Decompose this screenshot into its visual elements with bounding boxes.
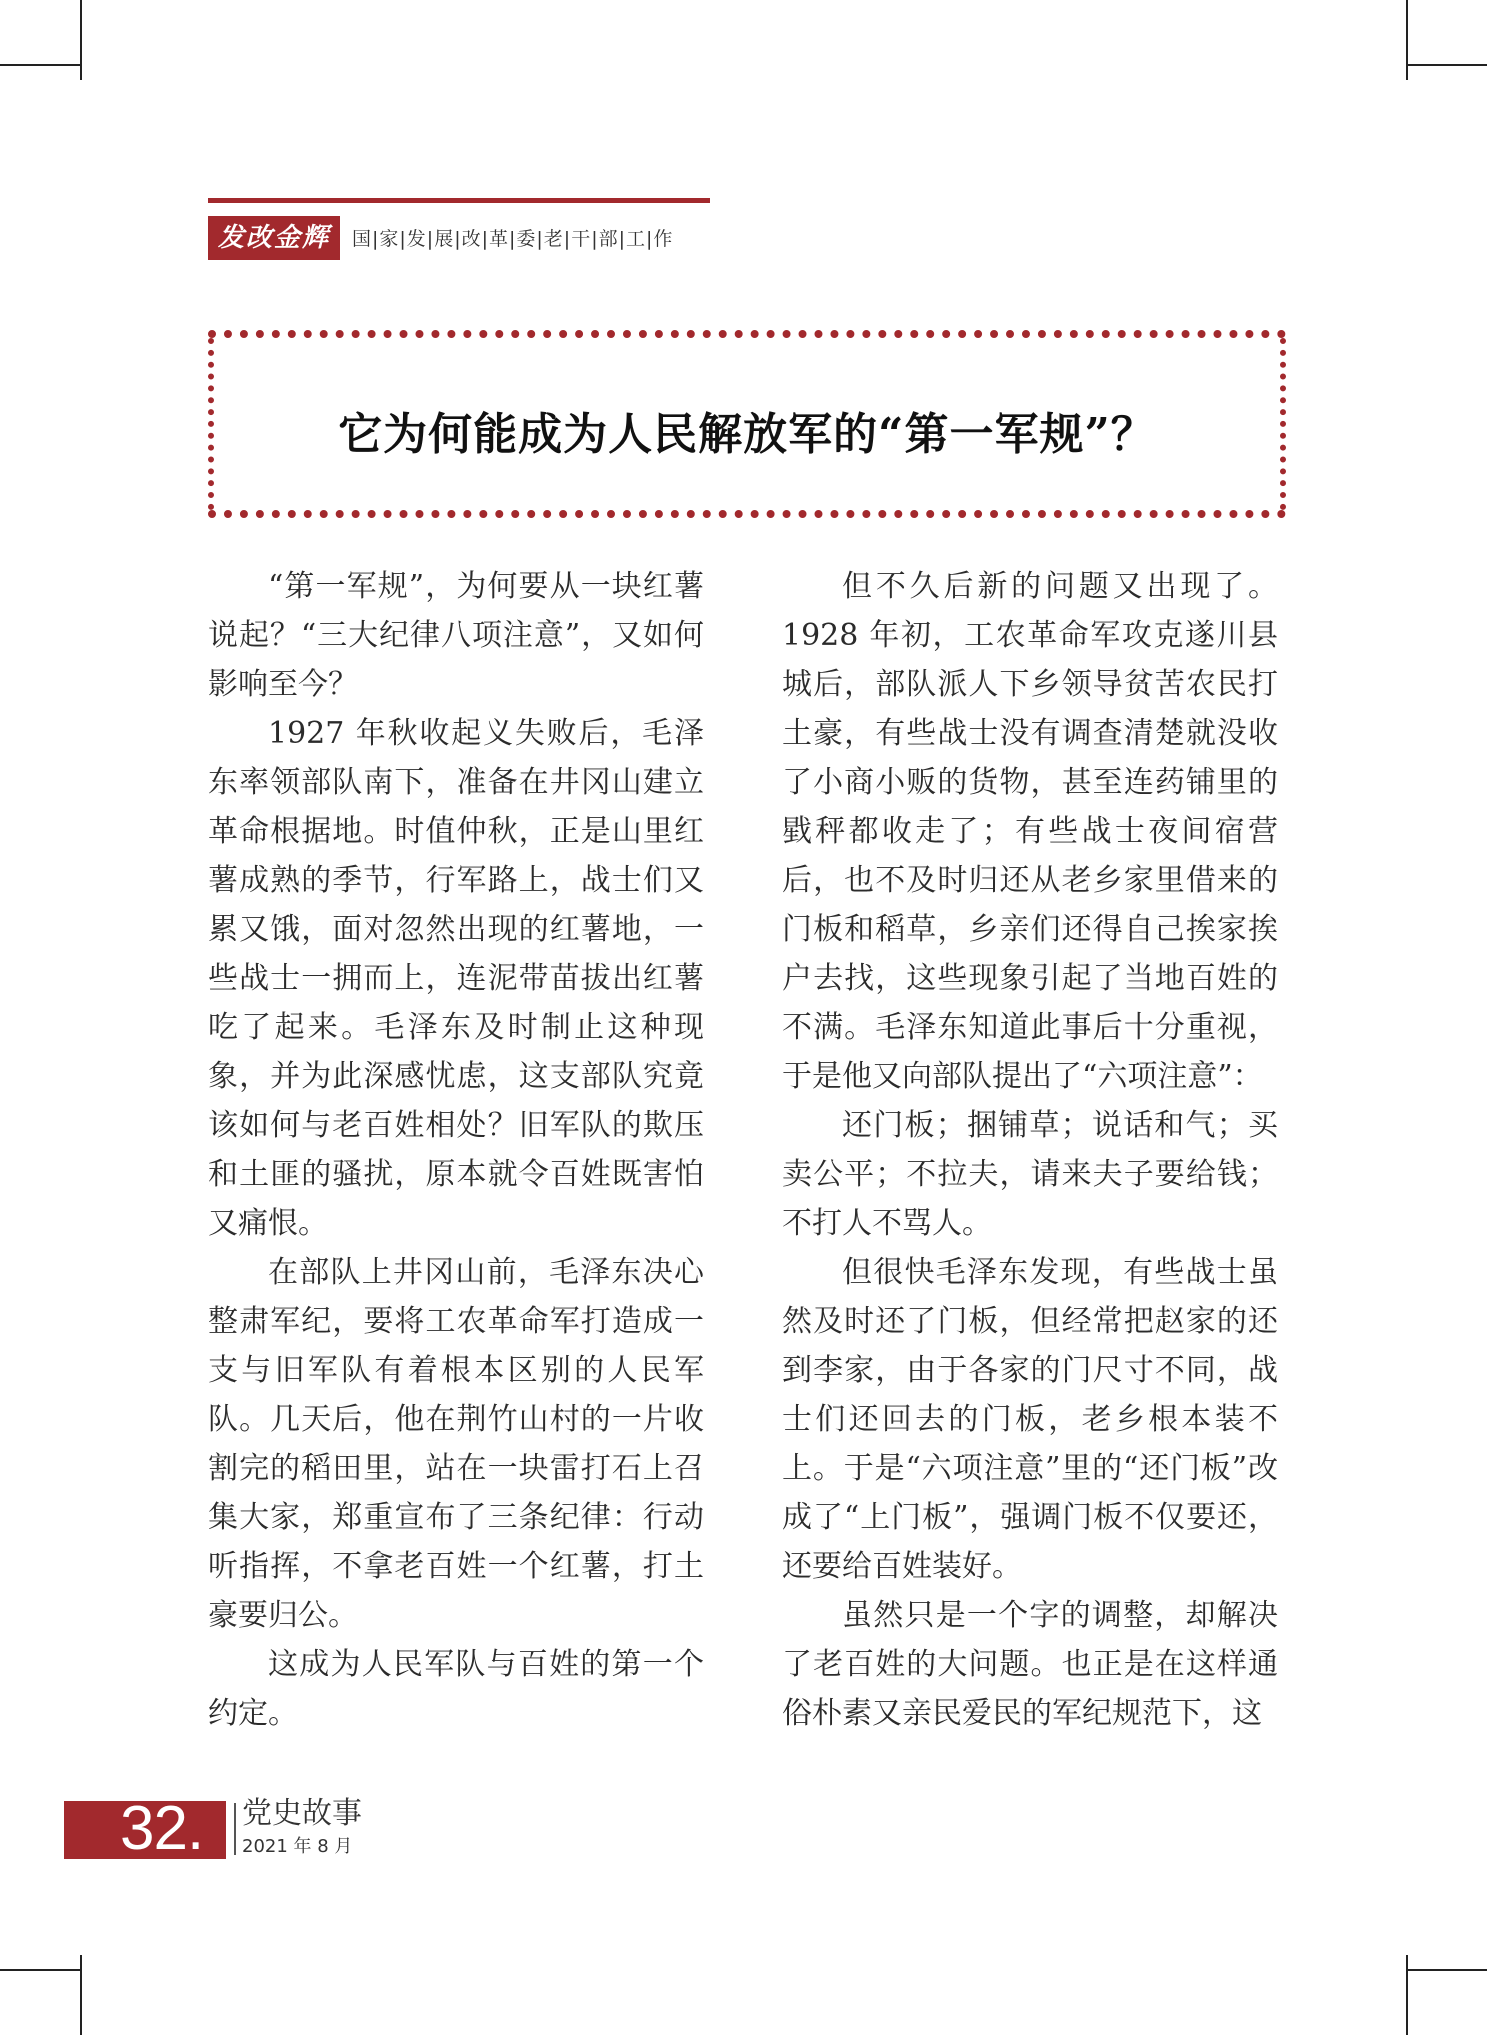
issue-date: 2021 年 8 月 — [242, 1836, 353, 1857]
crop-mark-top-left-v — [80, 0, 82, 80]
paragraph: 在部队上井冈山前，毛泽东决心整肃军纪，要将工农革命军打造成一支与旧军队有着根本区别的人民军队。几天后，他在荆竹山村的一片收割完的稻田里，站在一块雷打石上召集大家，郑重宣布了三条纪律：行动听指挥，不拿老百姓一个红薯，打土豪要归公。 — [208, 1255, 704, 1633]
paragraph: “第一军规”，为何要从一块红薯说起？“三大纪律八项注意”，又如何影响至今？ — [208, 569, 704, 702]
crop-mark-top-right-h — [1408, 64, 1487, 66]
left-column — [208, 562, 704, 1738]
article-title: 它为何能成为人民解放军的“第一军规”？ — [338, 409, 1156, 460]
crop-mark-top-left-h — [0, 64, 80, 66]
crop-mark-bottom-right-v — [1406, 1955, 1408, 2035]
crop-mark-top-right-v — [1406, 0, 1408, 80]
column-subtitle: 国|家|发|展|改|革|委|老|干|部|工|作 — [352, 228, 674, 250]
title-frame — [208, 330, 1286, 518]
column-badge: 发改金辉 — [208, 216, 340, 260]
footer-divider — [234, 1803, 236, 1855]
page-number: 32. — [120, 1794, 204, 1863]
crop-mark-bottom-left-v — [80, 1955, 82, 2035]
paragraph: 还门板；捆铺草；说话和气；买卖公平；不拉夫，请来夫子要给钱；不打人不骂人。 — [782, 1108, 1278, 1241]
header-rule — [208, 198, 710, 203]
paragraph: 这成为人民军队与百姓的第一个约定。 — [208, 1647, 704, 1731]
paragraph: 但很快毛泽东发现，有些战士虽然及时还了门板，但经常把赵家的还到李家，由于各家的门尺寸不同，战士们还回去的门板，老乡根本装不上。于是“六项注意”里的“还门板”改成了“上门板”，强调门板不仅要还，还要给百姓装好。 — [782, 1255, 1278, 1584]
paragraph: 1927 年秋收起义失败后，毛泽东率领部队南下，准备在井冈山建立革命根据地。时值仲秋，正是山里红薯成熟的季节，行军路上，战士们又累又饿，面对忽然出现的红薯地，一些战士一拥而上，连泥带苗拔出红薯吃了起来。毛泽东及时制止这种现象，并为此深感忧虑，这支部队究竟该如何与老百姓相处？旧军队的欺压和土匪的骚扰，原本就令百姓既害怕又痛恨。 — [208, 716, 704, 1241]
publication-name: 党史故事 — [242, 1796, 362, 1831]
crop-mark-bottom-left-h — [0, 1969, 80, 1971]
crop-mark-bottom-right-h — [1408, 1969, 1487, 1971]
right-column — [782, 562, 1278, 1738]
paragraph: 但不久后新的问题又出现了。1928 年初，工农革命军攻克遂川县城后，部队派人下乡领导贫苦农民打土豪，有些战士没有调查清楚就没收了小商小贩的货物，甚至连药铺里的戥秤都收走了；有些战士夜间宿营后，也不及时归还从老乡家里借来的门板和稻草，乡亲们还得自己挨家挨户去找，这些现象引起了当地百姓的不满。毛泽东知道此事后十分重视，于是他又向部队提出了“六项注意”： — [782, 569, 1278, 1094]
paragraph: 虽然只是一个字的调整，却解决了老百姓的大问题。也正是在这样通俗朴素又亲民爱民的军纪规范下，这 — [782, 1598, 1278, 1731]
